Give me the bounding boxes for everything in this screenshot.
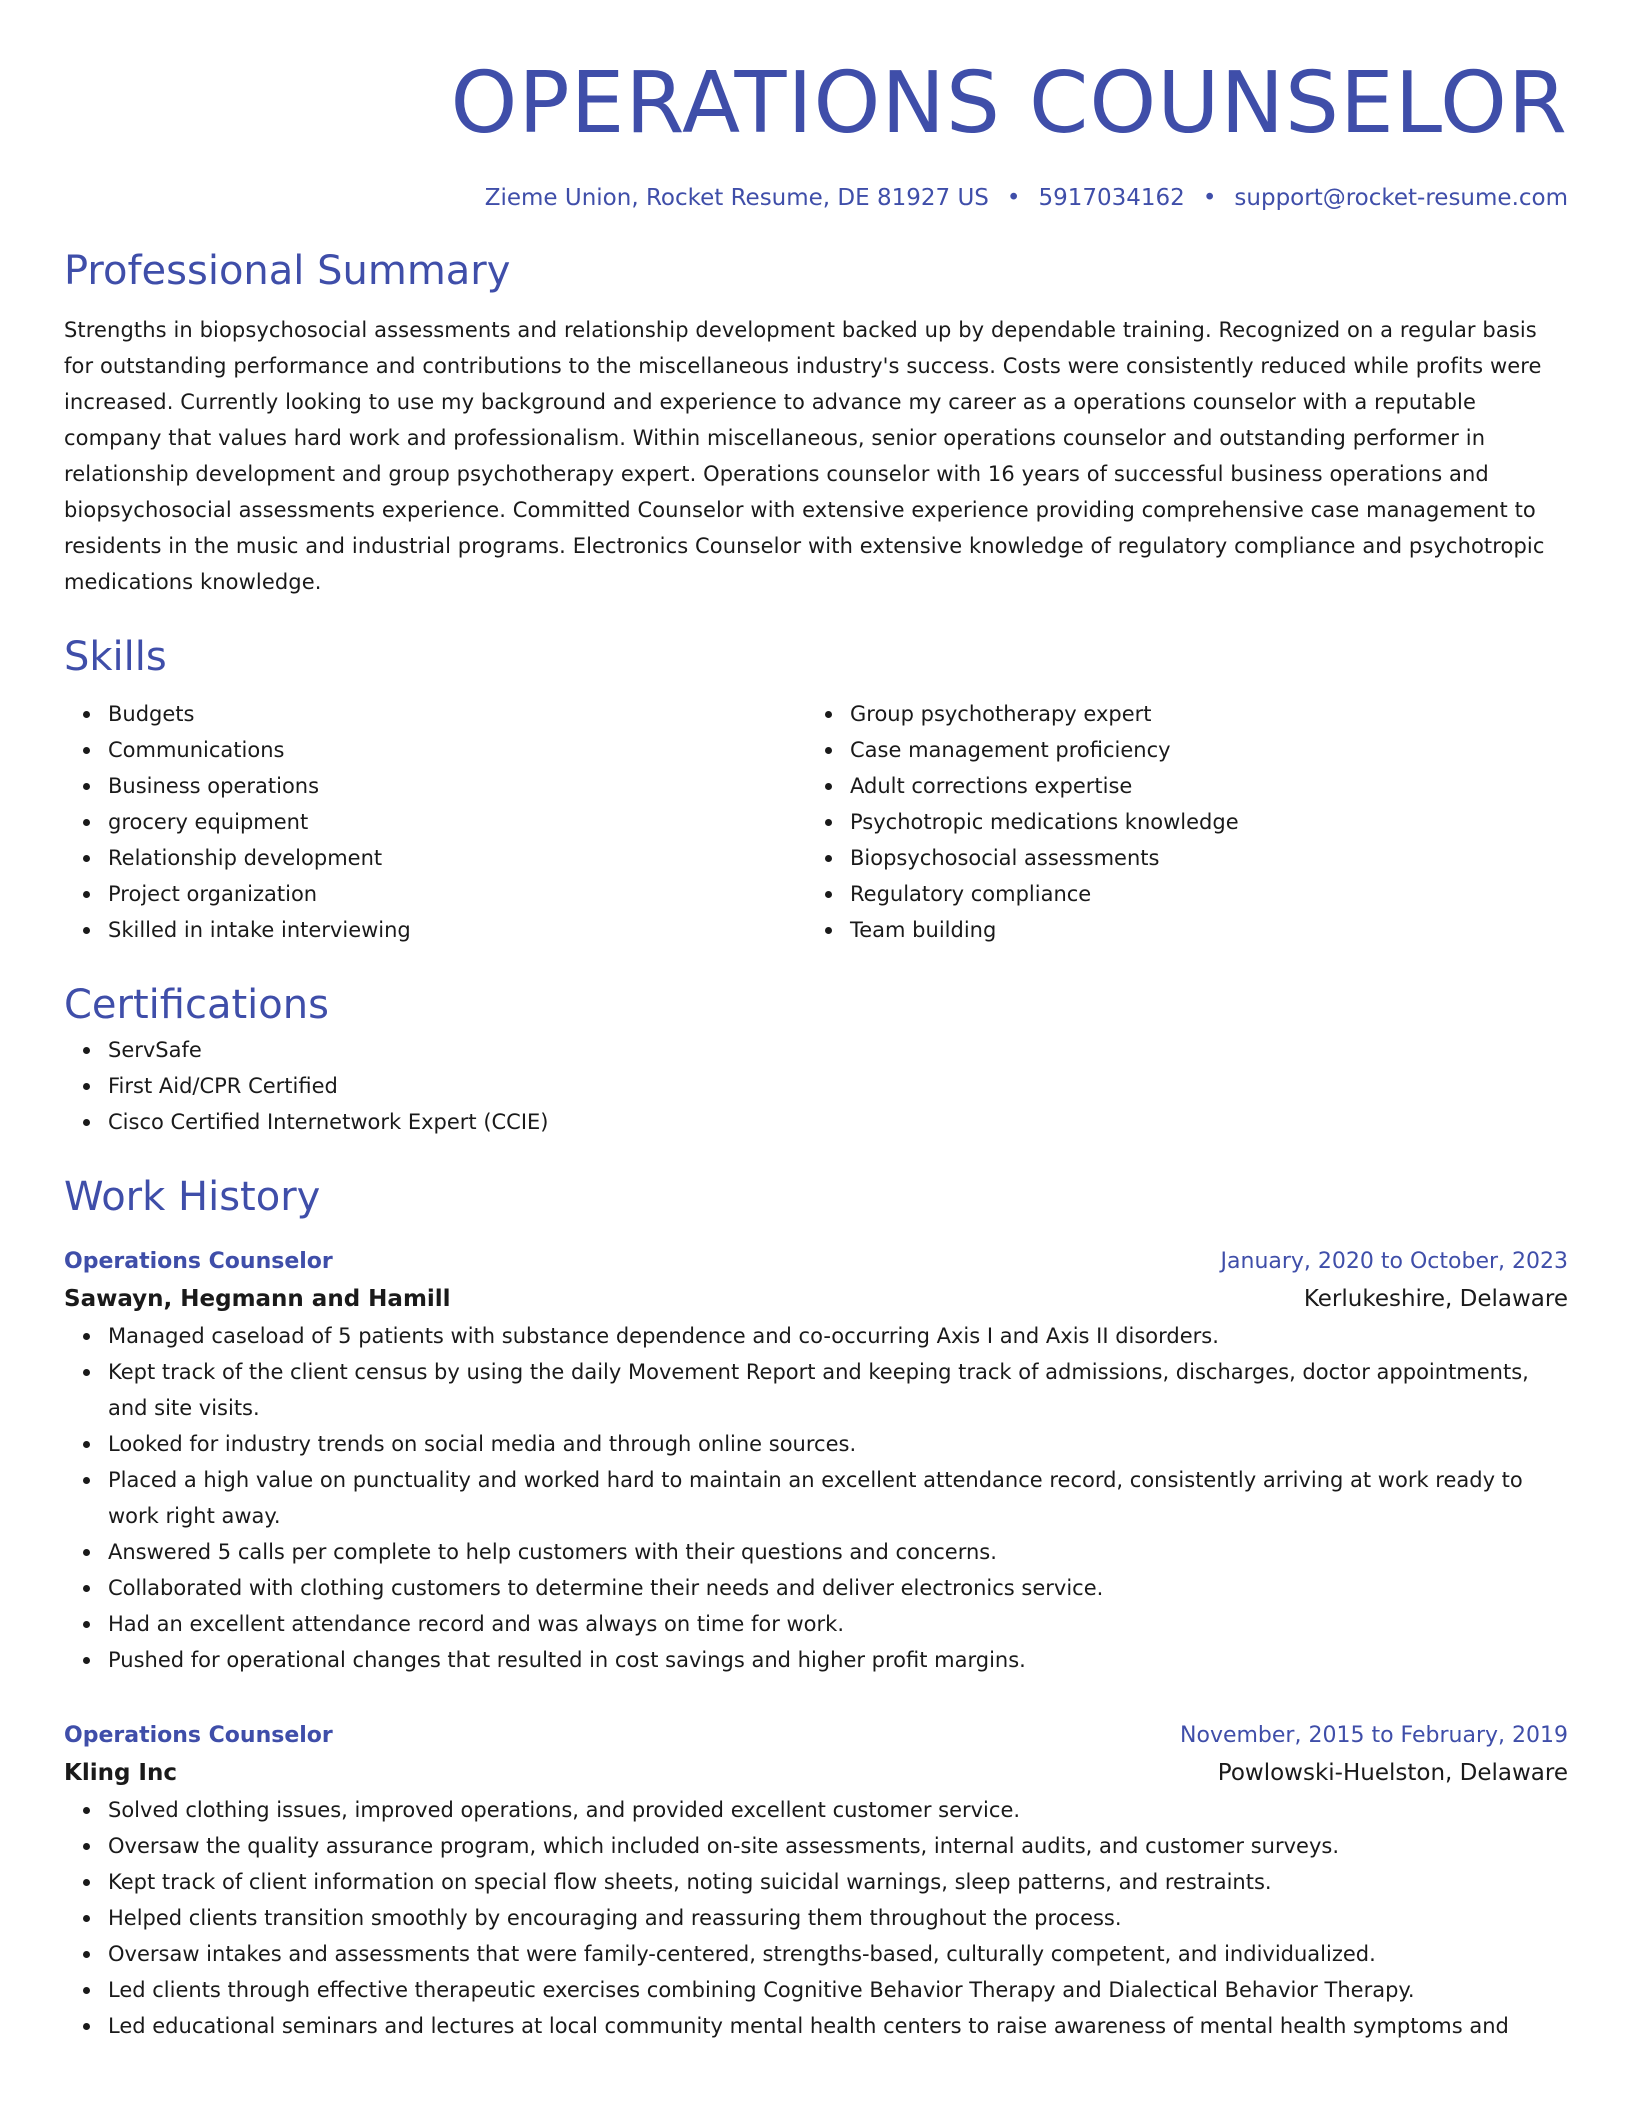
skill-item: Skilled in intake interviewing: [108, 912, 806, 948]
resume-name: OPERATIONS COUNSELOR: [450, 54, 1568, 153]
contact-separator: •: [1202, 185, 1217, 211]
contact-line: [64, 182, 1568, 214]
job-company: Kling Inc: [64, 1760, 178, 1786]
skills-grid: [64, 696, 1568, 948]
job-duty-item: Kept track of client information on special flow sheets, noting suicidal warnings, sleep patterns, and restraints.: [108, 1864, 1568, 1900]
job-duties-list: [64, 1318, 1568, 1678]
contact-address: Zieme Union, Rocket Resume, DE 81927 US: [484, 185, 989, 211]
skill-item: Business operations: [108, 768, 806, 804]
job-title-row: [64, 1718, 1568, 1754]
skills-column-right: [806, 696, 1548, 948]
summary-text: Strengths in biopsychosocial assessments and relationship development backed up by dependable training. Recognized on a regular basis for outstanding performance and contributions to the miscellaneous industry's success. Costs were consistently reduced while profits were increased. Currently looking to use my background and experience to advance my career as a operations counselor with a reputable company that values hard work and professionalism. Within miscellaneous, senior operations counselor and outstanding performer in relationship development and group psychotherapy expert. Operations counselor with 16 years of successful business operations and biopsychosocial assessments experience. Committed Counselor with extensive experience providing comprehensive case management to residents in the music and industrial programs. Electronics Counselor with extensive knowledge of regulatory compliance and psychotropic medications knowledge.: [64, 318, 1545, 594]
job-duty-item: Led clients through effective therapeutic exercises combining Cognitive Behavior Therapy and Dialectical Behavior Therapy.: [108, 1972, 1568, 2008]
skill-item: grocery equipment: [108, 804, 806, 840]
job-duty-item: Placed a high value on punctuality and worked hard to maintain an excellent attendance record, consistently arriving at work ready to work right away.: [108, 1462, 1568, 1534]
job-duty-item: Pushed for operational changes that resulted in cost savings and higher profit margins.: [108, 1642, 1568, 1678]
job-duties-list: [64, 1792, 1568, 2044]
certification-item: ServSafe: [108, 1032, 1568, 1068]
job-dates: November, 2015 to February, 2019: [1180, 1723, 1568, 1748]
job-duty-item: Oversaw intakes and assessments that were family-centered, strengths-based, culturally competent, and individualized.: [108, 1936, 1568, 1972]
skill-item: Biopsychosocial assessments: [850, 840, 1548, 876]
skill-item: Regulatory compliance: [850, 876, 1548, 912]
work-history-section: [64, 1170, 1568, 2044]
skill-item: Project organization: [108, 876, 806, 912]
skills-column-left: [64, 696, 806, 948]
skill-item: Psychotropic medications knowledge: [850, 804, 1548, 840]
skills-heading: Skills: [64, 634, 167, 680]
skill-item: Team building: [850, 912, 1548, 948]
certifications-heading: Certifications: [64, 982, 329, 1028]
job-duty-item: Looked for industry trends on social media and through online sources.: [108, 1426, 1568, 1462]
certification-item: First Aid/CPR Certified: [108, 1068, 1568, 1104]
certification-item: Cisco Certified Internetwork Expert (CCIE): [108, 1104, 1568, 1140]
summary-heading: Professional Summary: [64, 248, 511, 294]
job-company: Sawayn, Hegmann and Hamill: [64, 1286, 451, 1312]
summary-section: [64, 244, 1568, 600]
job-duty-item: Had an excellent attendance record and was always on time for work.: [108, 1606, 1568, 1642]
skill-item: Budgets: [108, 696, 806, 732]
job-duty-item: Solved clothing issues, improved operations, and provided excellent customer service.: [108, 1792, 1568, 1828]
job-dates: January, 2020 to October, 2023: [1220, 1249, 1568, 1274]
job-company-row: [64, 1280, 1568, 1318]
skill-item: Case management proficiency: [850, 732, 1548, 768]
certifications-list: [64, 1032, 1568, 1140]
job-duty-item: Answered 5 calls per complete to help customers with their questions and concerns.: [108, 1534, 1568, 1570]
job-company-row: [64, 1754, 1568, 1792]
job-duty-item: Kept track of the client census by using the daily Movement Report and keeping track of admissions, discharges, doctor appointments, and site visits.: [108, 1354, 1568, 1426]
job-title: Operations Counselor: [64, 1723, 333, 1748]
contact-email[interactable]: support@rocket-resume.com: [1234, 185, 1568, 211]
job-duty-item: Collaborated with clothing customers to determine their needs and deliver electronics service.: [108, 1570, 1568, 1606]
work-history-heading: Work History: [64, 1174, 321, 1220]
skill-item: Adult corrections expertise: [850, 768, 1548, 804]
contact-separator: •: [1006, 185, 1021, 211]
job-location: Kerlukeshire, Delaware: [1303, 1286, 1568, 1312]
job-entry: [64, 1244, 1568, 1678]
skill-item: Relationship development: [108, 840, 806, 876]
certifications-section: [64, 978, 1568, 1140]
job-title: Operations Counselor: [64, 1249, 333, 1274]
job-duty-item: Helped clients transition smoothly by encouraging and reassuring them throughout the process.: [108, 1900, 1568, 1936]
resume-page: [64, 0, 1568, 2044]
job-entry: [64, 1718, 1568, 2044]
job-duty-item: Managed caseload of 5 patients with substance dependence and co-occurring Axis I and Axis II disorders.: [108, 1318, 1568, 1354]
contact-phone: 5917034162: [1038, 185, 1185, 211]
job-location: Powlowski-Huelston, Delaware: [1217, 1760, 1568, 1786]
skills-section: [64, 630, 1568, 948]
skill-item: Group psychotherapy expert: [850, 696, 1548, 732]
job-duty-item: Led educational seminars and lectures at local community mental health centers to raise awareness of mental health symptoms and: [108, 2008, 1568, 2044]
job-title-row: [64, 1244, 1568, 1280]
job-duty-item: Oversaw the quality assurance program, which included on-site assessments, internal audits, and customer surveys.: [108, 1828, 1568, 1864]
skill-item: Communications: [108, 732, 806, 768]
